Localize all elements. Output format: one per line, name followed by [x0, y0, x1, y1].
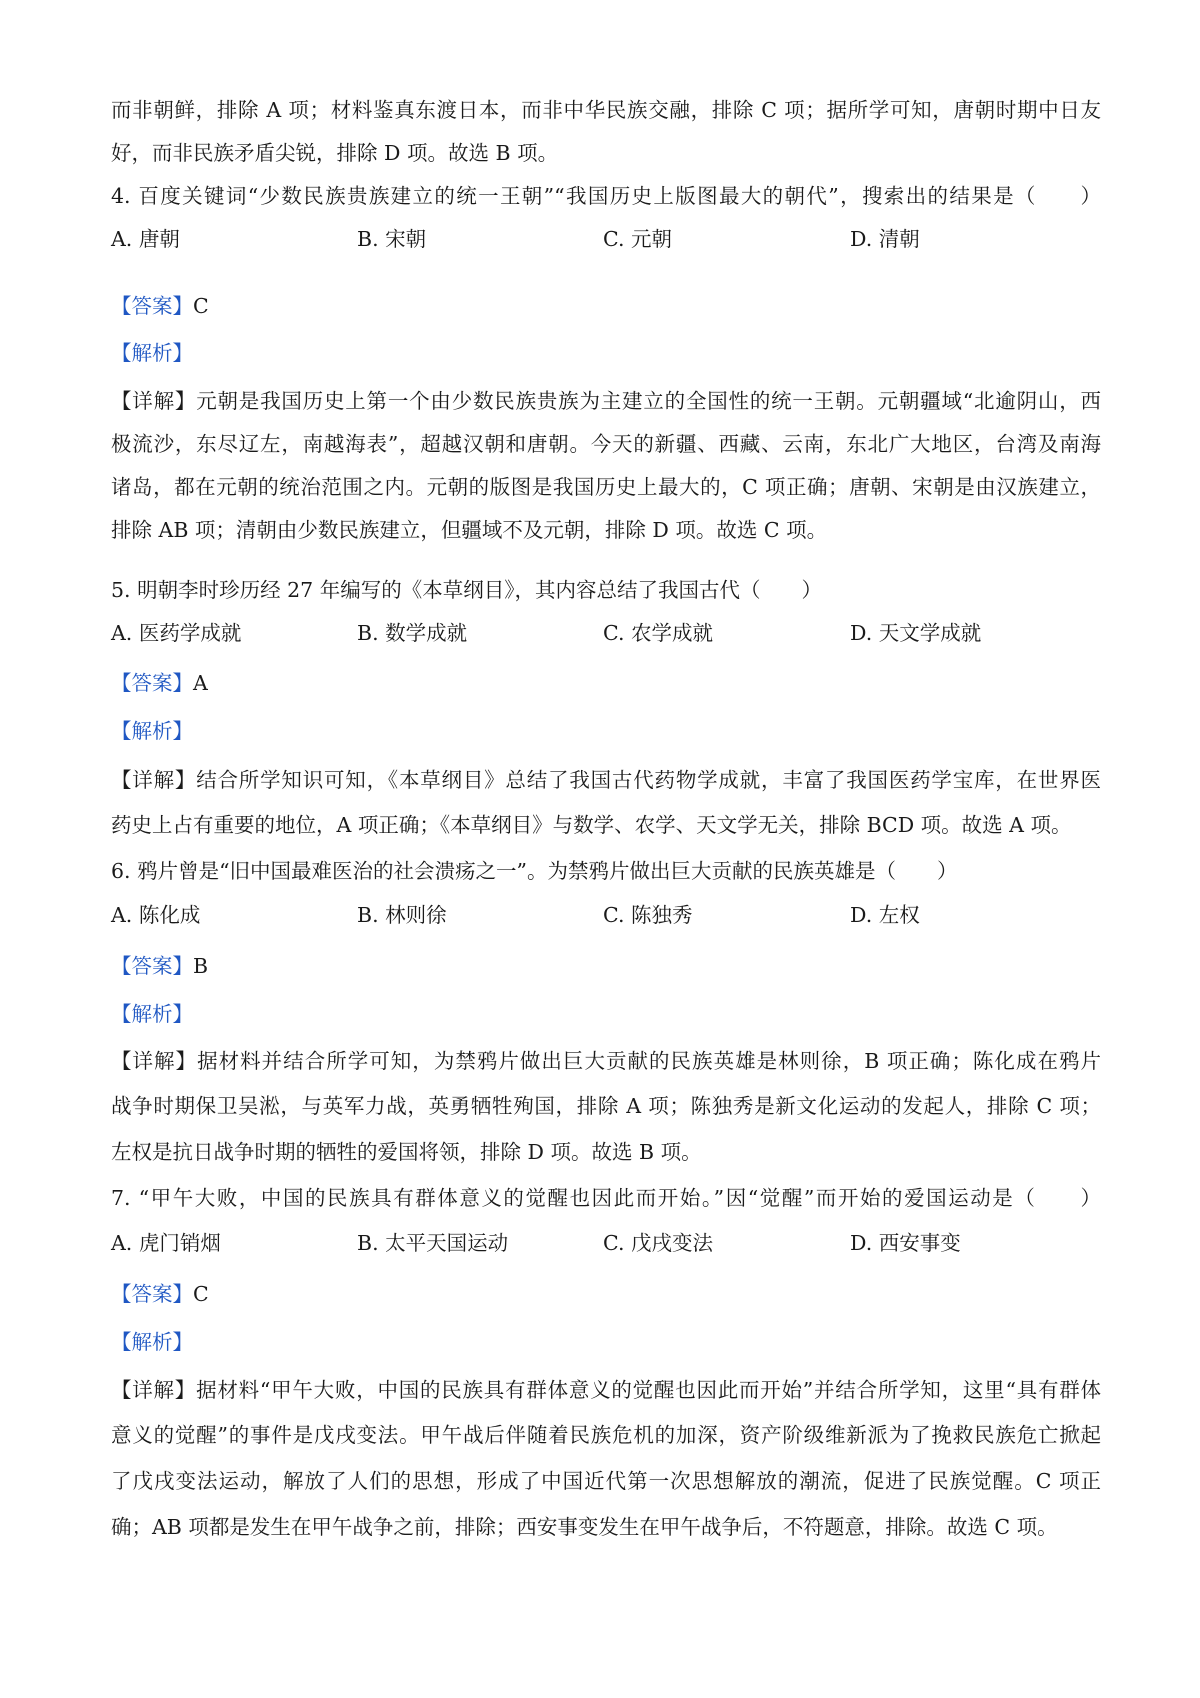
prev-explanation-line-1: 而非朝鲜，排除 A 项；材料鉴真东渡日本，而非中华民族交融，排除 C 项；据所学可知，唐朝时期中日友 [111, 98, 1101, 122]
answer-value: A [193, 671, 208, 695]
question-5-stem: 5. 明朝李时珍历经 27 年编写的《本草纲目》，其内容总结了我国古代（ ） [111, 578, 822, 602]
prev-explanation-line-2: 好，而非民族矛盾尖锐，排除 D 项。故选 B 项。 [111, 141, 559, 165]
question-7-detail-line-4: 确；AB 项都是发生在甲午战争之前，排除；西安事变发生在甲午战争后，不符题意，排除。故选 C 项。 [111, 1515, 1058, 1539]
answer-value: B [193, 954, 209, 978]
detail-tag: 【详解】 [111, 1378, 197, 1402]
question-6-detail-line-3: 左权是抗日战争时期的牺牲的爱国将领，排除 D 项。故选 B 项。 [111, 1140, 702, 1164]
detail-tag: 【详解】 [111, 768, 197, 792]
question-4-detail-line-2: 极流沙，东尽辽左，南越海表”，超越汉朝和唐朝。今天的新疆、西藏、云南，东北广大地区，台湾及南海 [111, 432, 1101, 456]
question-7-detail-line-3: 了戊戌变法运动，解放了人们的思想，形成了中国近代第一次思想解放的潮流，促进了民族觉醒。C 项正 [111, 1469, 1101, 1493]
option-c: C. 陈独秀 [603, 903, 693, 927]
question-7-analysis-heading [111, 1327, 1101, 1357]
question-6-detail-line-1 [111, 1046, 1101, 1076]
question-6-answer [111, 951, 1101, 981]
answer-tag: 【答案】 [111, 954, 193, 978]
option-d: D. 清朝 [850, 227, 920, 251]
question-5-detail-line-2: 药史上占有重要的地位，A 项正确；《本草纲目》与数学、农学、天文学无关，排除 BCD 项。故选 A 项。 [111, 813, 1072, 837]
question-4-answer [111, 291, 1101, 321]
question-7-detail-line-2: 意义的觉醒”的事件是戊戌变法。甲午战后伴随着民族危机的加深，资产阶级维新派为了挽救民族危亡掀起 [111, 1423, 1101, 1447]
question-6-detail-line-2: 战争时期保卫吴淞，与英军力战，英勇牺牲殉国，排除 A 项；陈独秀是新文化运动的发起人，排除 C 项； [111, 1094, 1101, 1118]
question-4-detail-line-3: 诸岛，都在元朝的统治范围之内。元朝的版图是我国历史上最大的，C 项正确；唐朝、宋朝是由汉族建立， [111, 475, 1101, 499]
option-a: A. 医药学成就 [111, 621, 242, 645]
question-5-answer [111, 668, 1101, 698]
answer-tag: 【答案】 [111, 1282, 193, 1306]
answer-value: C [193, 1282, 209, 1306]
option-c: C. 戊戌变法 [603, 1231, 713, 1255]
option-d: D. 天文学成就 [850, 621, 982, 645]
option-b: B. 林则徐 [357, 903, 447, 927]
detail-text: 据材料并结合所学可知，为禁鸦片做出巨大贡献的民族英雄是林则徐，B 项正确；陈化成在鸦片 [197, 1049, 1101, 1073]
analysis-tag: 【解析】 [111, 719, 193, 743]
question-4-stem: 4. 百度关键词“少数民族贵族建立的统一王朝”“我国历史上版图最大的朝代”，搜索出的结果是（ ） [111, 184, 1101, 208]
question-4-detail-line-4: 排除 AB 项；清朝由少数民族建立，但疆域不及元朝，排除 D 项。故选 C 项。 [111, 518, 828, 542]
option-b: B. 太平天国运动 [357, 1231, 509, 1255]
answer-value: C [193, 294, 209, 318]
question-7-stem: 7. “甲午大败，中国的民族具有群体意义的觉醒也因此而开始。”因“觉醒”而开始的爱国运动是（ ） [111, 1186, 1101, 1210]
question-4-detail-line-1 [111, 386, 1101, 416]
option-a: A. 陈化成 [111, 903, 201, 927]
answer-tag: 【答案】 [111, 671, 193, 695]
detail-text: 元朝是我国历史上第一个由少数民族贵族为主建立的全国性的统一王朝。元朝疆域“北逾阴山，西 [196, 389, 1102, 413]
option-b: B. 宋朝 [357, 227, 427, 251]
analysis-tag: 【解析】 [111, 1330, 193, 1354]
analysis-tag: 【解析】 [111, 341, 193, 365]
detail-tag: 【详解】 [111, 1049, 198, 1073]
option-a: A. 唐朝 [111, 227, 180, 251]
question-6-analysis-heading [111, 999, 1101, 1029]
option-d: D. 左权 [850, 903, 920, 927]
option-b: B. 数学成就 [357, 621, 468, 645]
answer-tag: 【答案】 [111, 294, 193, 318]
question-7-detail-line-1 [111, 1375, 1101, 1405]
detail-text: 结合所学知识可知，《本草纲目》总结了我国古代药物学成就，丰富了我国医药学宝库，在世界医 [196, 768, 1102, 792]
analysis-tag: 【解析】 [111, 1002, 193, 1026]
option-c: C. 农学成就 [603, 621, 713, 645]
question-4-analysis-heading [111, 338, 1101, 368]
question-5-analysis-heading [111, 716, 1101, 746]
question-5-detail-line-1 [111, 765, 1101, 795]
question-7-answer [111, 1279, 1101, 1309]
option-c: C. 元朝 [603, 227, 672, 251]
option-d: D. 西安事变 [850, 1231, 961, 1255]
detail-tag: 【详解】 [111, 389, 197, 413]
question-6-stem: 6. 鸦片曾是“旧中国最难医治的社会溃疡之一”。为禁鸦片做出巨大贡献的民族英雄是（ ） [111, 859, 958, 883]
option-a: A. 虎门销烟 [111, 1231, 221, 1255]
detail-text: 据材料“甲午大败，中国的民族具有群体意义的觉醒也因此而开始”并结合所学知，这里“具有群体 [196, 1378, 1101, 1402]
